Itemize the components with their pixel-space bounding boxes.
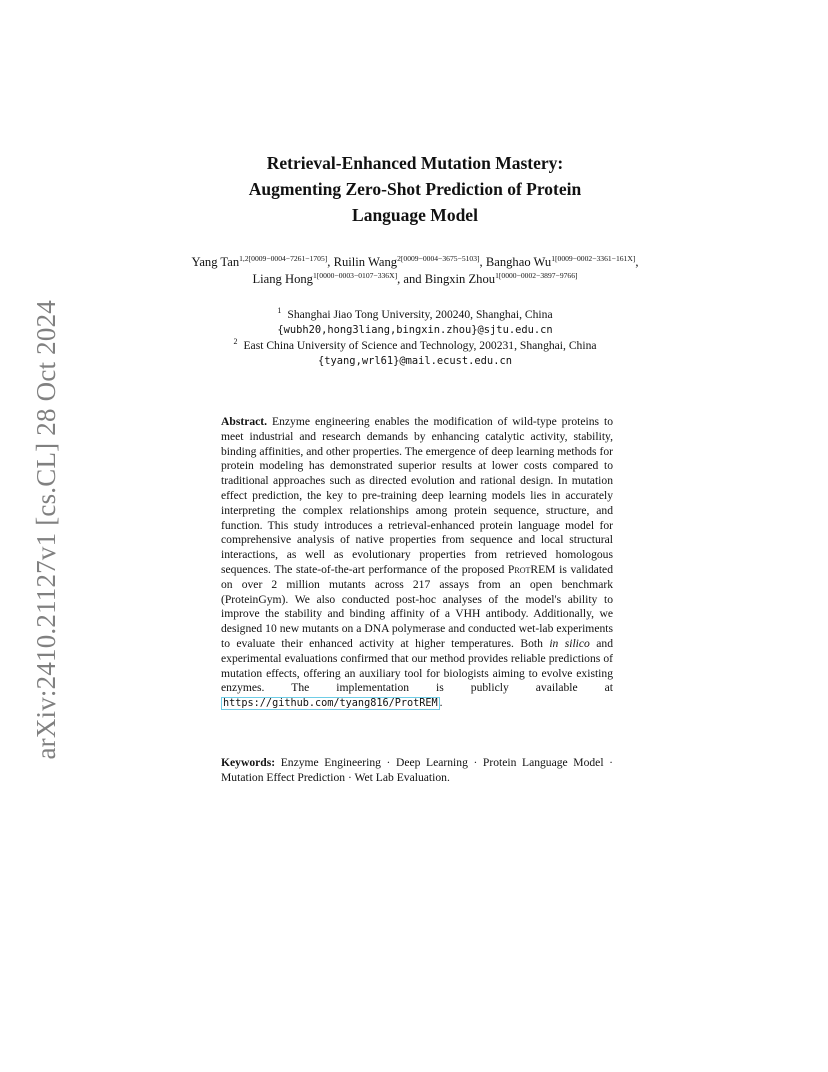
abstract-text-3: and experimental evaluations confirmed that our method provides reliable predictions of mutation effects, offering an auxiliary tool for biologists aiming to evolve existing enzymes. The implementation is publicly available at	[221, 636, 614, 695]
abstract-label: Abstract.	[221, 415, 268, 428]
author-entry	[425, 272, 578, 286]
affiliation-2	[150, 338, 680, 354]
keywords-label: Keywords:	[221, 756, 276, 769]
abstract-text-2: is validated on over 2 million mutants across 217 assays from an open benchmark (ProteinGym). We also conducted post-hoc analyses of the model's ability to improve the stability and binding affinity of a VHH antibody. Additionally, we designed 10 new mutants on a DNA polymerase and conducted wet-lab experiments to evaluate their enhanced activity at higher temperatures. Both	[221, 562, 613, 650]
author-name: Liang Hong	[252, 271, 313, 286]
affiliation-1	[150, 307, 680, 323]
title-line-3: Language Model	[352, 205, 478, 225]
abstract	[221, 415, 613, 712]
affiliation-email: {wubh20,hong3liang,bingxin.zhou}@sjtu.edu.cn	[277, 323, 553, 336]
author-name: Bingxin Zhou	[424, 271, 496, 286]
keywords	[221, 756, 613, 786]
keywords-text: Enzyme Engineering · Deep Learning · Protein Language Model · Mutation Effect Prediction · Wet Lab Evaluation.	[221, 756, 613, 784]
author-list	[150, 254, 680, 287]
title-line-1: Retrieval-Enhanced Mutation Mastery:	[266, 153, 564, 173]
affiliation-name: Shanghai Jiao Tong University, 200240, Shanghai, China	[287, 308, 553, 321]
abstract-emphasis: in silico	[549, 636, 590, 650]
author-separator: ,	[635, 255, 639, 269]
author-orcid: 1[0000−0002−3897−9766]	[495, 270, 578, 280]
paper-title	[150, 150, 680, 228]
author-name: Banghao Wu	[485, 255, 552, 269]
author-name: Ruilin Wang	[333, 255, 398, 269]
repository-link[interactable]: https://github.com/tyang816/ProtREM	[223, 698, 438, 710]
arxiv-side-stamp	[22, 295, 70, 765]
author-entry	[334, 255, 483, 269]
affiliations	[150, 307, 680, 369]
author-separator: ,	[479, 255, 483, 269]
author-entry	[252, 272, 421, 286]
author-orcid: 1[0009−0002−3361−161X]	[551, 254, 636, 263]
abstract-text-1: Enzyme engineering enables the modification of wild-type proteins to meet industrial and research demands by enhancing catalytic activity, stability, binding affinities, and other properties. The emergence of deep learning methods for protein modeling has demonstrated superior results at lower costs compared to traditional approaches such as directed evolution and rational design. In mutation effect prediction, the key to pre-training deep learning models lies in accurately interpreting the complex relationships among protein sequence, structure, and function. This study introduces a retrieval-enhanced protein language model for comprehensive analysis of native properties from sequence and local structural interactions, as well as evolutionary properties from retrieved homologous sequences. The state-of-the-art performance of the proposed	[221, 415, 614, 576]
abstract-end: .	[439, 696, 443, 710]
author-separator: , and	[397, 271, 422, 286]
arxiv-identifier: arXiv:2410.21127v1 [cs.CL] 28 Oct 2024	[30, 300, 61, 760]
affiliation-number: 2	[233, 337, 238, 346]
author-name: Yang Tan	[191, 255, 240, 269]
author-entry	[191, 255, 330, 269]
affiliation-email: {tyang,wrl61}@mail.ecust.edu.cn	[318, 354, 512, 367]
author-orcid: 2[0009−0004−3675−5103]	[397, 254, 480, 263]
author-orcid: 1[0000−0003−0107−336X]	[312, 270, 398, 280]
model-name: ProtREM	[507, 562, 556, 576]
affiliation-name: East China University of Science and Technology, 200231, Shanghai, China	[243, 339, 597, 352]
affiliation-number: 1	[277, 306, 282, 315]
author-entry	[486, 255, 639, 269]
author-separator: ,	[327, 255, 331, 269]
author-orcid: 1,2[0009−0004−7261−1705]	[239, 254, 328, 263]
paper-first-page	[150, 150, 680, 784]
title-line-2: Augmenting Zero-Shot Prediction of Protein	[248, 179, 582, 199]
